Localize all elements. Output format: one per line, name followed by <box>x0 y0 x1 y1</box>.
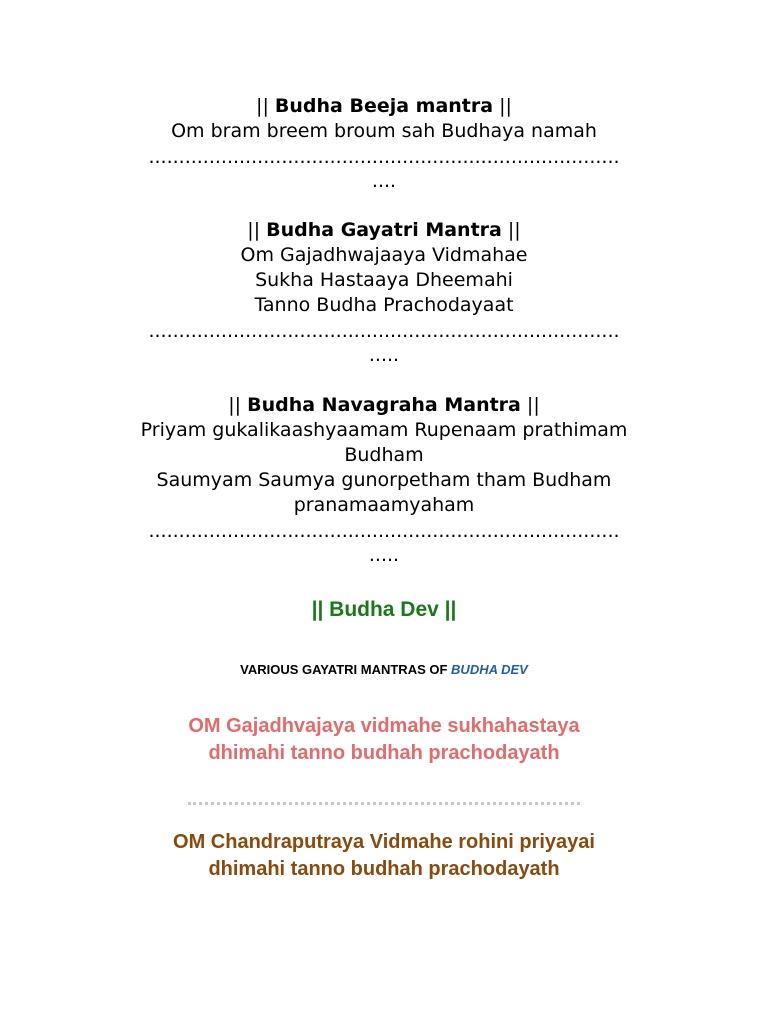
navagraha-line-3: Saumyam Saumya gunorpetham tham Budham <box>156 469 612 491</box>
separator-2-long: .............................................................................. <box>148 320 620 342</box>
dotted-divider <box>188 802 580 805</box>
pink-mantra-line-1: OM Gajadhvajaya vidmahe sukhahastaya <box>188 715 580 737</box>
beeja-line-1: Om bram breem broum sah Budhaya namah <box>171 120 597 142</box>
gayatri-line-2: Sukha Hastaaya Dheemahi <box>255 269 513 291</box>
navagraha-title: Budha Navagraha Mantra <box>247 394 521 416</box>
separator-1-short: .... <box>371 170 397 192</box>
gayatri-line-3: Tanno Budha Prachodayaat <box>254 294 514 316</box>
various-mantras-heading <box>0 661 768 679</box>
brown-mantra-line-1: OM Chandraputraya Vidmahe rohini priyayai <box>173 831 595 853</box>
gayatri-line-1: Om Gajadhwajaaya Vidmahae <box>240 244 528 266</box>
pink-mantra-line-2: dhimahi tanno budhah prachodayath <box>208 742 560 764</box>
various-accent: BUDHA DEV <box>451 662 528 677</box>
gayatri-prefix: || <box>247 219 267 241</box>
navagraha-line-1: Priyam gukalikaashyaamam Rupenaam prathimam <box>140 419 628 441</box>
separator-2-short: ..... <box>368 344 400 366</box>
various-prefix: VARIOUS GAYATRI MANTRAS OF <box>240 662 452 677</box>
gayatri-heading <box>0 217 768 243</box>
navagraha-line-2: Budham <box>344 444 424 466</box>
budha-dev-title: || Budha Dev || <box>311 598 457 621</box>
brown-mantra-line-2: dhimahi tanno budhah prachodayath <box>208 858 560 880</box>
beeja-title: Budha Beeja mantra <box>274 95 494 117</box>
navagraha-suffix: || <box>520 394 540 416</box>
navagraha-prefix: || <box>228 394 248 416</box>
beeja-heading <box>0 93 768 119</box>
separator-1-long: .............................................................................. <box>148 146 620 168</box>
navagraha-heading <box>0 392 768 418</box>
separator-3-long: .............................................................................. <box>148 520 620 542</box>
gayatri-title: Budha Gayatri Mantra <box>266 219 502 241</box>
gayatri-suffix: || <box>501 219 521 241</box>
beeja-prefix: || <box>256 95 275 117</box>
navagraha-line-4: pranamaamyaham <box>293 494 475 516</box>
beeja-suffix: || <box>493 95 512 117</box>
separator-3-short: ..... <box>368 544 400 566</box>
